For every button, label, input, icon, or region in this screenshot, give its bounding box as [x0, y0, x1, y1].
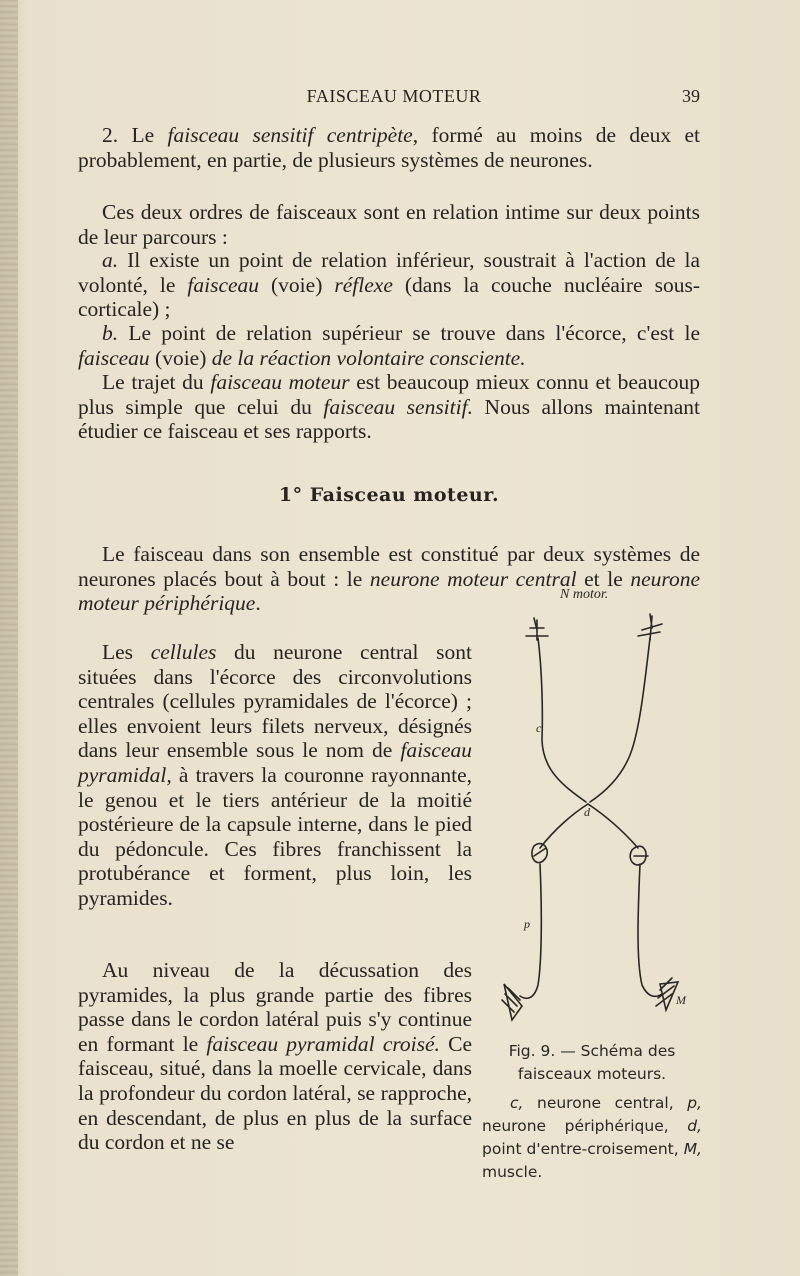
caption-key: M,: [683, 1140, 702, 1158]
central-neuron-right-fibre: [590, 638, 650, 802]
text-run: Le faisceau dans son ensemble est constitué par deux systèmes de neurones placés bout à bout : le: [78, 542, 700, 591]
caption-desc: neurone périphérique,: [482, 1117, 669, 1135]
caption-key: d,: [687, 1117, 702, 1135]
caption-desc: point d'entre-croisement,: [482, 1140, 679, 1158]
paragraph-sensitive-bundle: [78, 123, 700, 172]
text-run: (dans la couche nucléaire sous-corticale) ;: [78, 272, 700, 322]
section-heading: 1° Faisceau moteur.: [278, 484, 500, 506]
text-run: Le trajet du: [102, 370, 211, 394]
muscle-end-left: [502, 984, 522, 1020]
text-run: est beaucoup mieux connu et beaucoup plus simple que celui du: [78, 370, 701, 419]
page-number: 39: [682, 86, 700, 106]
italic-term: faisceau sensitif centripète,: [167, 123, 419, 147]
central-neuron-left-fibre: [538, 638, 586, 802]
caption-title: Fig. 9. — Schéma des faisceaux moteurs.: [508, 1042, 676, 1083]
figure-label-m: M: [676, 993, 686, 1007]
text-run: Il existe un point de relation inférieur, soustrait à l'action de la volonté, le: [78, 248, 700, 297]
italic-term: faisceau pyramidal croisé.: [206, 1031, 440, 1056]
caption-desc: muscle.: [482, 1163, 543, 1181]
italic-term: faisceau moteur: [210, 370, 350, 394]
peripheral-cell-right: [630, 846, 648, 865]
figure-caption: [482, 1040, 702, 1184]
text-run: (voie): [149, 345, 212, 370]
caption-key: c,: [510, 1094, 524, 1112]
peripheral-neuron-right-fibre: [638, 864, 662, 996]
caption-legend: [482, 1092, 702, 1184]
italic-term: faisceau: [78, 345, 150, 370]
text-run: Au niveau de la décussation des pyramides, la plus grande partie des fibres passe dans le cordon latéral puis s'y continue en formant le: [78, 958, 472, 1056]
central-cell-left: [526, 618, 548, 640]
text-run: .: [255, 591, 261, 616]
text-run: (voie): [259, 272, 335, 297]
paragraph-cells: [78, 640, 472, 911]
figure-label-n-motor: N motor.: [560, 587, 609, 602]
crossing-fibre-left: [540, 804, 588, 848]
text-run: à travers la couronne rayonnante, le genou et le tiers antérieur de la moitié postérieure de la capsule interne, dans le pied du pédoncule. Ces fibres franchissent la protubérance et forment, plus loin, les pyramides.: [78, 762, 472, 910]
italic-term: neurone moteur central: [369, 566, 577, 591]
peripheral-neuron-left-fibre: [520, 864, 541, 998]
peripheral-cell-left: [532, 844, 547, 863]
text-run: et le: [576, 566, 631, 591]
caption-desc: neurone central,: [523, 1094, 674, 1112]
paragraph-relation-points: [78, 200, 700, 249]
text-run: du neurone central sont situées dans l'écorce des circonvolutions centrales (cellules pyramidales de l'écorce) ; elles envoient leurs filets nerveux, désignés dans leur ensemble sous le nom de: [78, 640, 472, 763]
figure-label-d: d: [584, 805, 590, 819]
motor-bundle-diagram: [490, 580, 700, 1040]
text-run: Ces deux ordres de faisceaux sont en relation intime sur deux points de leur parcours :: [78, 200, 700, 249]
italic-term: cellules: [150, 640, 217, 664]
paragraph-point-a: [78, 248, 700, 322]
italic-letter: a.: [102, 248, 119, 272]
central-cell-right: [638, 614, 662, 640]
italic-term: réflexe: [334, 272, 393, 297]
crossing-fibre-right: [588, 804, 638, 848]
italic-term: de la réaction volontaire consciente.: [211, 345, 526, 370]
text-run: Les: [102, 640, 151, 664]
italic-term: faisceau sensitif.: [323, 394, 473, 419]
running-header: [78, 86, 700, 110]
italic-term: faisceau: [187, 272, 260, 297]
paragraph-motor-path: [78, 370, 700, 444]
figure-motor-bundle-schema: [490, 580, 700, 1040]
text-run: Ce faisceau, situé, dans la moelle cervicale, dans la profondeur du cordon latéral, se rapproche, en descendant, de plus en plus de la surface du cordon et ne se: [78, 1031, 473, 1155]
caption-key: p,: [687, 1094, 702, 1112]
figure-label-p: p: [524, 917, 530, 931]
italic-letter: b.: [102, 321, 119, 345]
text-run: formé au moins de deux et probablement, en partie, de plusieurs systèmes de neurones.: [78, 123, 700, 172]
book-binding-edge: [0, 0, 18, 1276]
running-title: FAISCEAU MOTEUR: [306, 86, 482, 106]
muscle-end-right: [656, 978, 678, 1010]
paragraph-point-b: [78, 321, 700, 370]
text-run: Le point de relation supérieur se trouve dans l'écorce, c'est le: [118, 321, 700, 345]
text-run: 2. Le: [102, 123, 168, 147]
paragraph-decussation: [78, 958, 472, 1155]
text-run: Nous allons maintenant étudier ce faisceau et ses rapports.: [78, 394, 700, 444]
italic-term: neurone moteur périphérique: [78, 566, 700, 616]
italic-term: faisceau pyramidal,: [78, 738, 472, 787]
figure-label-c: c: [536, 721, 542, 735]
